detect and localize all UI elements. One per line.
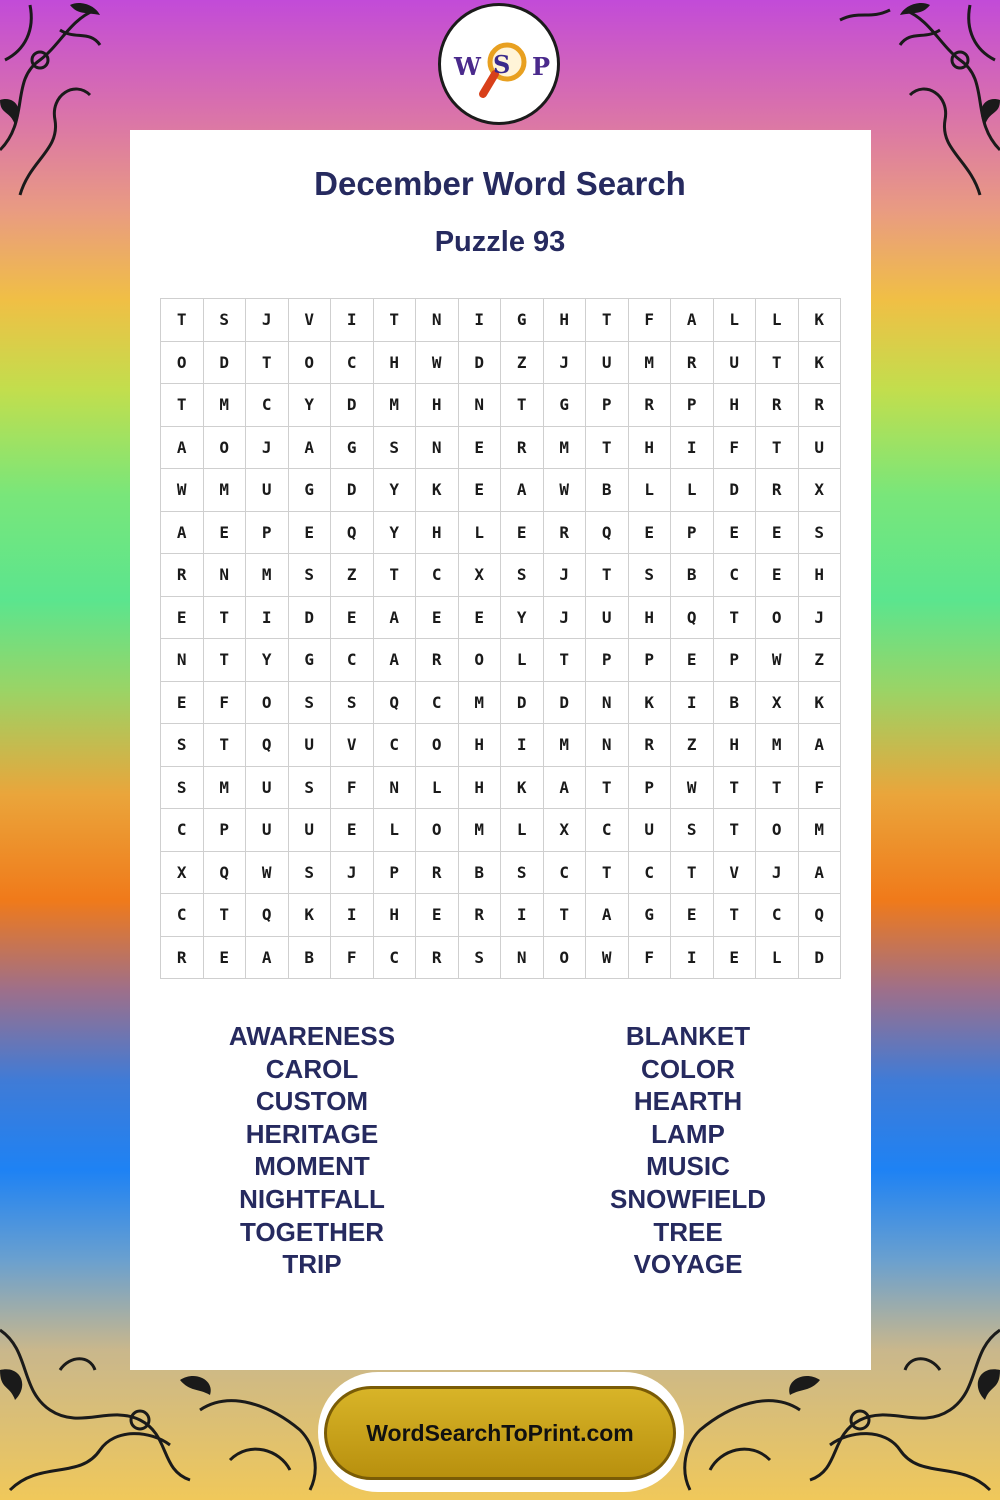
grid-cell[interactable]: B [458,851,501,894]
grid-cell[interactable]: I [671,936,714,979]
grid-cell[interactable]: R [543,511,586,554]
grid-cell[interactable]: F [331,766,374,809]
grid-cell[interactable]: F [628,299,671,342]
grid-cell[interactable]: T [586,766,629,809]
grid-row [161,851,841,894]
grid-cell[interactable]: M [628,341,671,384]
grid-cell[interactable]: W [161,469,204,512]
grid-cell[interactable]: N [586,724,629,767]
grid-cell[interactable]: C [161,809,204,852]
grid-cell[interactable]: X [798,469,841,512]
grid-cell[interactable]: E [203,936,246,979]
grid-cell[interactable]: F [628,936,671,979]
grid-cell[interactable]: J [543,341,586,384]
grid-cell[interactable]: H [628,426,671,469]
grid-cell[interactable]: G [331,426,374,469]
grid-cell[interactable]: C [713,554,756,597]
grid-cell[interactable]: O [246,681,289,724]
grid-cell[interactable]: P [713,639,756,682]
grid-cell[interactable]: I [501,724,544,767]
grid-cell[interactable]: C [416,554,459,597]
grid-cell[interactable]: W [543,469,586,512]
grid-cell[interactable]: E [756,511,799,554]
grid-cell[interactable]: K [798,341,841,384]
grid-cell[interactable]: S [288,851,331,894]
grid-cell[interactable]: M [246,554,289,597]
grid-cell[interactable]: W [586,936,629,979]
grid-cell[interactable]: H [416,511,459,554]
grid-cell[interactable]: C [246,384,289,427]
grid-cell[interactable]: D [288,596,331,639]
grid-cell[interactable]: Q [246,894,289,937]
word-list-item: HEARTH [633,1086,743,1117]
grid-row [161,936,841,979]
grid-cell[interactable]: G [288,469,331,512]
grid-cell[interactable]: K [501,766,544,809]
grid-cell[interactable]: S [288,766,331,809]
grid-cell[interactable]: S [501,554,544,597]
grid-cell[interactable]: D [543,681,586,724]
puzzle-title: December Word Search [314,165,686,202]
grid-cell[interactable]: U [246,469,289,512]
grid-cell[interactable]: R [628,724,671,767]
grid-cell[interactable]: M [203,469,246,512]
grid-cell[interactable]: C [331,341,374,384]
grid-cell[interactable]: U [586,341,629,384]
grid-cell[interactable]: X [161,851,204,894]
puzzle-subtitle: Puzzle 93 [434,226,566,258]
grid-cell[interactable]: K [798,681,841,724]
grid-cell[interactable]: X [543,809,586,852]
grid-cell[interactable]: Q [203,851,246,894]
grid-cell[interactable]: R [458,894,501,937]
grid-cell[interactable]: Z [501,341,544,384]
grid-cell[interactable]: A [288,426,331,469]
grid-cell[interactable]: B [586,469,629,512]
grid-cell[interactable]: V [331,724,374,767]
grid-cell[interactable]: I [331,299,374,342]
grid-cell[interactable]: P [671,511,714,554]
grid-cell[interactable]: B [713,681,756,724]
grid-cell[interactable]: R [161,936,204,979]
grid-cell[interactable]: C [161,894,204,937]
grid-cell[interactable]: N [373,766,416,809]
grid-cell[interactable]: M [458,681,501,724]
grid-cell[interactable]: I [458,299,501,342]
grid-cell[interactable]: L [713,299,756,342]
grid-cell[interactable]: H [628,596,671,639]
grid-cell[interactable]: E [203,511,246,554]
grid-cell[interactable]: E [756,554,799,597]
grid-cell[interactable]: S [161,766,204,809]
grid-cell[interactable]: A [373,596,416,639]
word-list-left [152,1020,472,1281]
word-list-item: VOYAGE [633,1249,743,1280]
grid-cell[interactable]: T [203,724,246,767]
grid-cell[interactable]: T [501,384,544,427]
grid-cell[interactable]: A [161,511,204,554]
grid-cell[interactable]: R [416,639,459,682]
grid-cell[interactable]: F [713,426,756,469]
word-list-item: TOGETHER [240,1216,384,1247]
grid-cell[interactable]: Y [373,511,416,554]
grid-cell[interactable]: O [416,724,459,767]
grid-cell[interactable]: D [501,681,544,724]
grid-cell[interactable]: H [416,384,459,427]
word-list-item: TRIP [282,1249,342,1280]
grid-cell[interactable]: D [458,341,501,384]
grid-cell[interactable]: J [246,426,289,469]
grid-cell[interactable]: H [713,724,756,767]
grid-cell[interactable]: U [288,809,331,852]
grid-cell[interactable]: P [628,639,671,682]
grid-cell[interactable]: J [798,596,841,639]
grid-cell[interactable]: E [713,511,756,554]
grid-cell[interactable]: T [543,894,586,937]
grid-cell[interactable]: X [756,681,799,724]
grid-cell[interactable]: H [458,766,501,809]
grid-cell[interactable]: L [756,299,799,342]
grid-cell[interactable]: S [203,299,246,342]
grid-cell[interactable]: T [586,554,629,597]
grid-cell[interactable]: L [416,766,459,809]
grid-cell[interactable]: N [416,299,459,342]
grid-cell[interactable]: Y [501,596,544,639]
grid-cell[interactable]: S [288,681,331,724]
grid-cell[interactable]: M [543,426,586,469]
grid-cell[interactable]: G [288,639,331,682]
grid-cell[interactable]: R [501,426,544,469]
grid-row [161,639,841,682]
grid-cell[interactable]: R [798,384,841,427]
grid-cell[interactable]: V [713,851,756,894]
grid-cell[interactable]: E [161,681,204,724]
grid-row [161,299,841,342]
grid-cell[interactable]: I [671,426,714,469]
grid-cell[interactable]: R [628,384,671,427]
grid-cell[interactable]: D [203,341,246,384]
logo-letter-s: S [493,50,511,79]
grid-cell[interactable]: J [756,851,799,894]
grid-cell[interactable]: V [288,299,331,342]
grid-cell[interactable]: U [628,809,671,852]
grid-cell[interactable]: M [373,384,416,427]
grid-cell[interactable]: Q [671,596,714,639]
grid-cell[interactable]: O [161,341,204,384]
grid-cell[interactable]: P [628,766,671,809]
grid-cell[interactable]: P [671,384,714,427]
grid-cell[interactable]: T [671,851,714,894]
grid-cell[interactable]: N [203,554,246,597]
grid-cell[interactable]: L [756,936,799,979]
grid-cell[interactable]: C [628,851,671,894]
grid-cell[interactable]: M [756,724,799,767]
grid-cell[interactable]: L [628,469,671,512]
grid-cell[interactable]: F [331,936,374,979]
grid-cell[interactable]: W [671,766,714,809]
grid-cell[interactable]: Z [671,724,714,767]
grid-cell[interactable]: C [756,894,799,937]
grid-cell[interactable]: C [586,809,629,852]
grid-cell[interactable]: E [671,639,714,682]
grid-cell[interactable]: B [288,936,331,979]
grid-cell[interactable]: S [288,554,331,597]
grid-row [161,809,841,852]
grid-cell[interactable]: E [161,596,204,639]
grid-cell[interactable]: L [671,469,714,512]
grid-cell[interactable]: E [458,426,501,469]
grid-cell[interactable]: T [586,426,629,469]
grid-cell[interactable]: W [246,851,289,894]
grid-cell[interactable]: S [373,426,416,469]
grid-cell[interactable]: H [373,341,416,384]
grid-cell[interactable]: K [628,681,671,724]
word-list-item: NIGHTFALL [239,1183,385,1214]
grid-cell[interactable]: I [501,894,544,937]
grid-cell[interactable]: O [756,809,799,852]
grid-cell[interactable]: C [373,724,416,767]
grid-cell[interactable]: U [246,766,289,809]
grid-cell[interactable]: S [501,851,544,894]
grid-cell[interactable]: A [373,639,416,682]
grid-cell[interactable]: K [288,894,331,937]
grid-cell[interactable]: G [628,894,671,937]
grid-cell[interactable]: C [331,639,374,682]
grid-cell[interactable]: D [713,469,756,512]
grid-cell[interactable]: J [543,554,586,597]
grid-cell[interactable]: S [628,554,671,597]
grid-cell[interactable]: P [586,384,629,427]
grid-cell[interactable]: X [458,554,501,597]
grid-cell[interactable]: T [586,851,629,894]
grid-cell[interactable]: B [671,554,714,597]
grid-cell[interactable]: R [671,341,714,384]
grid-cell[interactable]: T [373,554,416,597]
grid-cell[interactable]: M [543,724,586,767]
grid-cell[interactable]: E [458,596,501,639]
grid-cell[interactable]: L [373,809,416,852]
grid-cell[interactable]: A [798,851,841,894]
word-list-item: AWARENESS [228,1021,396,1051]
logo-letter-w: W [454,52,481,81]
grid-cell[interactable]: Q [246,724,289,767]
grid-cell[interactable]: T [203,596,246,639]
grid-cell[interactable]: E [713,936,756,979]
grid-cell[interactable]: H [458,724,501,767]
word-list-item: CUSTOM [255,1086,369,1117]
grid-cell[interactable]: A [586,894,629,937]
grid-cell[interactable]: N [161,639,204,682]
grid-cell[interactable]: S [798,511,841,554]
grid-cell[interactable]: T [203,639,246,682]
grid-cell[interactable]: G [543,384,586,427]
grid-cell[interactable]: R [416,851,459,894]
grid-cell[interactable]: T [373,299,416,342]
grid-cell[interactable]: T [713,809,756,852]
grid-cell[interactable]: A [543,766,586,809]
grid-cell[interactable]: O [203,426,246,469]
grid-cell[interactable]: E [416,596,459,639]
grid-cell[interactable]: U [246,809,289,852]
grid-cell[interactable]: E [671,894,714,937]
grid-cell[interactable]: A [798,724,841,767]
grid-row [161,894,841,937]
logo-letter-p: P [532,52,551,81]
grid-cell[interactable]: A [161,426,204,469]
grid-cell[interactable]: H [543,299,586,342]
grid-cell[interactable]: R [161,554,204,597]
grid-cell[interactable]: Y [373,469,416,512]
grid-cell[interactable]: T [586,299,629,342]
grid-cell[interactable]: A [246,936,289,979]
grid-cell[interactable]: U [798,426,841,469]
grid-cell[interactable]: M [798,809,841,852]
grid-cell[interactable]: A [501,469,544,512]
grid-cell[interactable]: M [458,809,501,852]
grid-cell[interactable]: D [331,384,374,427]
grid-cell[interactable]: J [331,851,374,894]
grid-cell[interactable]: S [671,809,714,852]
grid-cell[interactable]: P [203,809,246,852]
grid-cell[interactable]: H [713,384,756,427]
grid-cell[interactable]: T [203,894,246,937]
grid-cell[interactable]: Q [373,681,416,724]
grid-cell[interactable]: R [756,384,799,427]
grid-cell[interactable]: C [416,681,459,724]
grid-cell[interactable]: E [501,511,544,554]
grid-cell[interactable]: Z [331,554,374,597]
grid-cell[interactable]: Y [288,384,331,427]
grid-cell[interactable]: S [458,936,501,979]
grid-row [161,724,841,767]
grid-cell[interactable]: S [331,681,374,724]
grid-cell[interactable]: N [458,384,501,427]
grid-cell[interactable]: Q [331,511,374,554]
grid-cell[interactable]: E [331,809,374,852]
grid-row [161,469,841,512]
grid-cell[interactable]: P [246,511,289,554]
grid-cell[interactable]: E [416,894,459,937]
grid-row [161,554,841,597]
grid-cell[interactable]: J [543,596,586,639]
grid-row [161,384,841,427]
grid-cell[interactable]: E [331,596,374,639]
grid-row [161,766,841,809]
grid-cell[interactable]: L [501,809,544,852]
grid-cell[interactable]: E [458,469,501,512]
grid-cell[interactable]: Q [798,894,841,937]
word-list-item: TREE [653,1216,723,1247]
grid-cell[interactable]: T [543,639,586,682]
grid-cell[interactable]: T [246,341,289,384]
grid-cell[interactable]: R [756,469,799,512]
grid-cell[interactable]: Q [586,511,629,554]
word-list-item: MUSIC [646,1151,730,1182]
word-list-item: CAROL [265,1053,359,1084]
grid-row [161,341,841,384]
grid-cell[interactable]: I [671,681,714,724]
grid-cell[interactable]: T [161,384,204,427]
grid-row [161,511,841,554]
site-logo[interactable] [438,3,560,125]
grid-cell[interactable]: E [628,511,671,554]
grid-cell[interactable]: P [373,851,416,894]
grid-cell[interactable]: U [586,596,629,639]
word-list-item: MOMENT [254,1151,370,1182]
grid-cell[interactable]: T [161,299,204,342]
grid-cell[interactable]: S [161,724,204,767]
grid-cell[interactable]: H [798,554,841,597]
grid-cell[interactable]: A [671,299,714,342]
grid-cell[interactable]: T [756,766,799,809]
grid-cell[interactable]: O [458,639,501,682]
grid-cell[interactable]: O [416,809,459,852]
grid-cell[interactable]: K [798,299,841,342]
word-list-item: COLOR [641,1053,735,1084]
grid-cell[interactable]: H [373,894,416,937]
word-list-item: LAMP [651,1118,725,1149]
grid-cell[interactable]: M [203,766,246,809]
grid-cell[interactable]: T [713,596,756,639]
grid-cell[interactable]: T [756,341,799,384]
grid-cell[interactable]: U [288,724,331,767]
grid-cell[interactable]: N [586,681,629,724]
grid-cell[interactable]: I [246,596,289,639]
grid-cell[interactable]: F [798,766,841,809]
grid-cell[interactable]: O [288,341,331,384]
grid-cell[interactable]: C [373,936,416,979]
letter-grid [160,298,841,979]
grid-cell[interactable]: Y [246,639,289,682]
grid-cell[interactable]: N [501,936,544,979]
word-list-item: HERITAGE [245,1118,379,1149]
grid-cell[interactable]: T [713,766,756,809]
grid-row [161,596,841,639]
grid-cell[interactable]: F [203,681,246,724]
grid-cell[interactable]: T [756,426,799,469]
grid-cell[interactable]: N [416,426,459,469]
grid-cell[interactable]: C [543,851,586,894]
grid-cell[interactable]: Z [798,639,841,682]
grid-cell[interactable]: W [416,341,459,384]
grid-cell[interactable]: L [458,511,501,554]
grid-row [161,681,841,724]
grid-cell[interactable]: M [203,384,246,427]
word-list-item: BLANKET [625,1021,751,1051]
grid-cell[interactable]: P [586,639,629,682]
word-list-item: SNOWFIELD [610,1183,766,1214]
grid-cell[interactable]: O [756,596,799,639]
word-list-right [528,1020,848,1281]
grid-cell[interactable]: J [246,299,289,342]
grid-cell[interactable]: U [713,341,756,384]
grid-cell[interactable]: I [331,894,374,937]
grid-cell[interactable]: T [713,894,756,937]
website-button[interactable]: WordSearchToPrint.com [324,1386,676,1480]
grid-cell[interactable]: G [501,299,544,342]
grid-cell[interactable]: D [798,936,841,979]
grid-cell[interactable]: E [288,511,331,554]
grid-cell[interactable]: L [501,639,544,682]
grid-cell[interactable]: O [543,936,586,979]
grid-cell[interactable]: R [416,936,459,979]
grid-cell[interactable]: K [416,469,459,512]
grid-cell[interactable]: W [756,639,799,682]
grid-cell[interactable]: D [331,469,374,512]
grid-row [161,426,841,469]
